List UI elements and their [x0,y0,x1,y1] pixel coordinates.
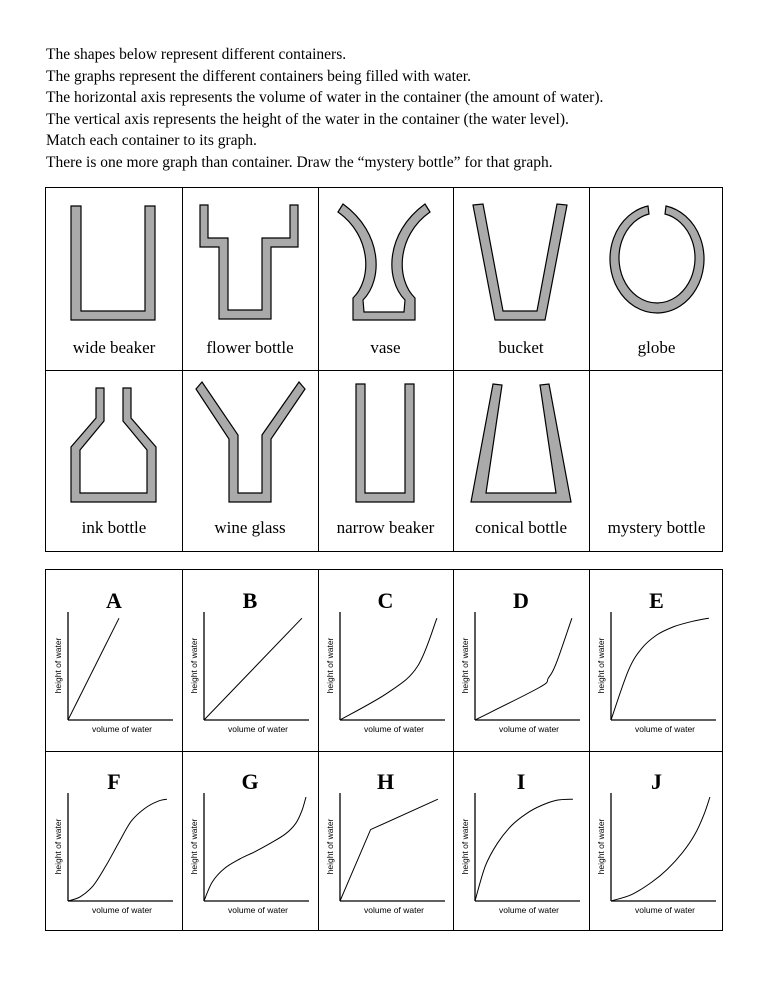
instruction-line: The graphs represent the different containers being filled with water. [46,67,471,85]
y-axis-label: height of water [325,637,335,694]
container-cell-empty [589,370,724,552]
x-axis-label: volume of water [499,724,559,734]
graph-plot [453,751,589,932]
graph-plot [318,751,453,932]
container-label: flower bottle [206,338,294,357]
graph-letter: F [107,769,121,794]
graph-curve-C [340,618,437,720]
y-axis-label: height of water [53,818,63,875]
graph-plot [589,751,724,932]
container-cell-bucket [453,188,589,370]
container-label: mystery bottle [607,518,706,537]
container-cell-wide-beaker [46,188,182,370]
graph-letter: C [377,588,394,613]
x-axis-label: volume of water [228,724,288,734]
bucket-outline [473,204,567,320]
graph-curve-I [475,799,573,901]
container-cell-ink-bottle [46,370,182,552]
wine-glass-outline [196,382,305,502]
wide-beaker-drawing [46,188,182,333]
graph-table [45,569,723,931]
globe-drawing [589,188,724,333]
graph-plot [318,570,453,751]
container-table [45,187,723,552]
y-axis-label: height of water [189,818,199,875]
container-cell-narrow-beaker [318,370,453,552]
container-label: vase [370,338,401,357]
graph-cell-F [46,751,182,932]
container-cell-wine-glass [182,370,318,552]
container-label: wine glass [214,518,286,537]
empty-drawing [589,370,724,515]
container-cell-flower-bottle [182,188,318,370]
graph-cell-B [182,570,318,751]
graph-letter: G [241,769,259,794]
y-axis-label: height of water [53,637,63,694]
wide-beaker-outline [71,206,155,320]
narrow-beaker-drawing [318,370,453,515]
ink-bottle-drawing [46,370,182,515]
graph-curve-E [611,618,709,720]
graph-plot [46,570,182,751]
graph-curve-A [68,618,119,720]
container-cell-conical-bottle [453,370,589,552]
flower-bottle-drawing [182,188,318,333]
instruction-line: Match each container to its graph. [46,132,257,149]
graph-letter: D [513,588,529,613]
vase-outline [338,204,430,320]
y-axis-label: height of water [460,637,470,694]
narrow-beaker-outline [356,384,414,502]
container-label: wide beaker [72,338,156,357]
x-axis-label: volume of water [364,905,424,915]
y-axis-label: height of water [325,818,335,875]
flower-bottle-outline [200,205,298,319]
graph-letter: B [242,588,258,613]
x-axis-label: volume of water [364,724,424,734]
graph-letter: J [651,769,662,794]
ink-bottle-outline [71,388,156,502]
graph-curve-G [204,797,306,901]
graph-letter: A [106,588,122,613]
container-cell-globe [589,188,724,370]
instruction-line: The vertical axis represents the height of the water in the container (the water level). [46,110,569,128]
container-label: globe [637,338,676,357]
graph-curve-B [204,618,302,720]
x-axis-label: volume of water [92,905,152,915]
conical-bottle-drawing [453,370,589,515]
graph-cell-I [453,751,589,932]
container-label: narrow beaker [336,518,435,537]
instruction-line: There is one more graph than container. Draw the “mystery bottle” for that graph. [46,153,553,171]
y-axis-label: height of water [596,818,606,875]
container-label: bucket [498,338,544,357]
graph-cell-H [318,751,453,932]
graph-plot [589,570,724,751]
bucket-drawing [453,188,589,333]
container-label: conical bottle [474,518,568,537]
wine-glass-drawing [182,370,318,515]
graph-plot [182,570,318,751]
graph-letter: I [516,769,526,794]
vase-drawing [318,188,453,333]
graph-plot [182,751,318,932]
container-cell-vase [318,188,453,370]
instruction-line: The shapes below represent different containers. [46,46,347,63]
x-axis-label: volume of water [635,905,695,915]
graph-curve-J [611,797,710,901]
graph-cell-J [589,751,724,932]
x-axis-label: volume of water [499,905,559,915]
instruction-line: The horizontal axis represents the volume of water in the container (the amount of water). [46,89,604,106]
container-label: ink bottle [81,518,147,537]
graph-plot [453,570,589,751]
x-axis-label: volume of water [635,724,695,734]
instructions [46,44,746,173]
graph-curve-H [340,799,438,901]
x-axis-label: volume of water [92,724,152,734]
graph-plot [46,751,182,932]
graph-curve-F [68,799,167,901]
graph-cell-E [589,570,724,751]
graph-letter: E [649,588,664,613]
graph-letter: H [376,769,395,794]
graph-curve-D [475,618,572,720]
y-axis-label: height of water [460,818,470,875]
y-axis-label: height of water [596,637,606,694]
graph-cell-D [453,570,589,751]
graph-cell-G [182,751,318,932]
globe-outline [610,206,704,313]
y-axis-label: height of water [189,637,199,694]
graph-cell-A [46,570,182,751]
x-axis-label: volume of water [228,905,288,915]
conical-bottle-outline [471,384,571,502]
graph-cell-C [318,570,453,751]
